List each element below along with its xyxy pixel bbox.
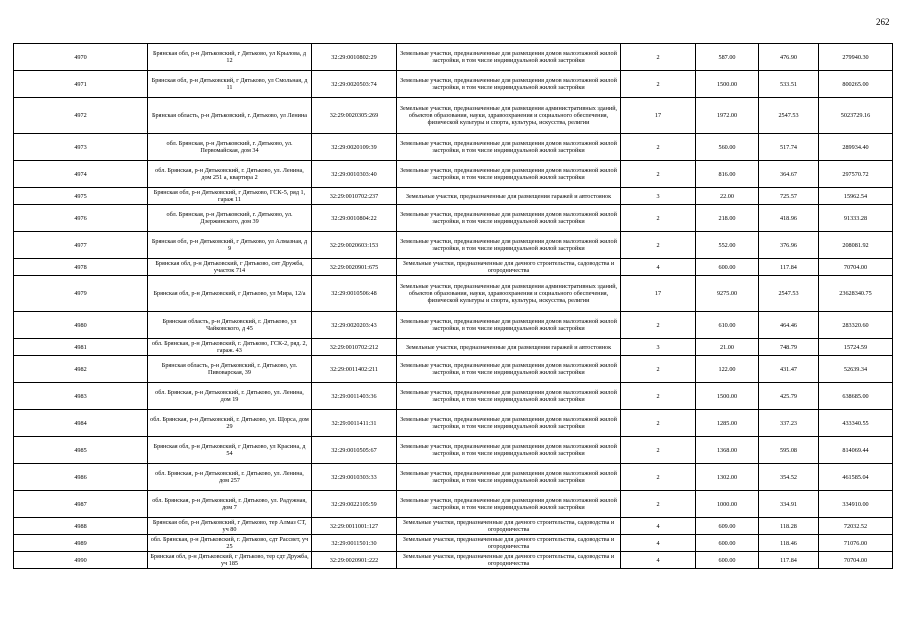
address-cell: Брянская обл, р-н Дятьковский, г Дятьково, ул Крылова, д 12 bbox=[148, 44, 312, 71]
use-group-cell: 2 bbox=[621, 134, 696, 161]
row-number: 4981 bbox=[14, 339, 148, 356]
unit-cost-cell: 118.28 bbox=[759, 518, 819, 535]
cadastral-value-cell: 638685.00 bbox=[819, 383, 893, 410]
row-number: 4977 bbox=[14, 232, 148, 259]
table-row bbox=[14, 98, 893, 134]
table-row bbox=[14, 161, 893, 188]
cadastral-value-cell: 433340.55 bbox=[819, 410, 893, 437]
land-use-cell: Земельные участки, предназначенные для размещения гаражей и автостоянок bbox=[397, 188, 621, 205]
address-cell: обл. Брянская, р-н Дятьковский, г. Дятьково, ул. Дзержинского, дом 39 bbox=[148, 205, 312, 232]
use-group-cell: 2 bbox=[621, 437, 696, 464]
cadastral-number-cell: 32:29:0010702:237 bbox=[312, 188, 397, 205]
address-cell: обл. Брянская, р-н Дятьковский, г. Дятьково, ул. Щорса, дом 29 bbox=[148, 410, 312, 437]
land-use-cell: Земельные участки, предназначенные для размещения домов малоэтажной жилой застройки, в том числе индивидуальной жилой застройки bbox=[397, 71, 621, 98]
unit-cost-cell: 431.47 bbox=[759, 356, 819, 383]
cadastral-number-cell: 32:29:0010506:48 bbox=[312, 276, 397, 312]
address-cell: Брянская обл, р-н Дятьковский, г Дятьково, ул Смольная, д 11 bbox=[148, 71, 312, 98]
address-cell: обл. Брянская, р-н Дятьковский, г. Дятьково, ул. Ленина, дом 251 а, квартира 2 bbox=[148, 161, 312, 188]
area-cell: 21.00 bbox=[696, 339, 759, 356]
use-group-cell: 17 bbox=[621, 98, 696, 134]
use-group-cell: 4 bbox=[621, 518, 696, 535]
row-number: 4974 bbox=[14, 161, 148, 188]
row-number: 4973 bbox=[14, 134, 148, 161]
unit-cost-cell: 334.91 bbox=[759, 491, 819, 518]
land-use-cell: Земельные участки, предназначенные для размещения административных зданий, объектов образования, науки, здравоохранения и социального обеспечения, физической культуры и спорта, культуры, искусства, религии bbox=[397, 98, 621, 134]
address-cell: обл. Брянская, р-н Дятьковский, г. Дятьково, сдт Рассвет, уч 25 bbox=[148, 535, 312, 552]
cadastral-value-cell: 283320.60 bbox=[819, 312, 893, 339]
address-cell: Брянская область, р-н Дятьковский, г. Дятьково, ул. Пивоварская, 39 bbox=[148, 356, 312, 383]
area-cell: 600.00 bbox=[696, 259, 759, 276]
row-number: 4976 bbox=[14, 205, 148, 232]
cadastral-number-cell: 32:29:0020901:222 bbox=[312, 552, 397, 569]
area-cell: 1500.00 bbox=[696, 383, 759, 410]
unit-cost-cell: 725.57 bbox=[759, 188, 819, 205]
cadastral-value-cell: 52639.34 bbox=[819, 356, 893, 383]
land-use-cell: Земельные участки, предназначенные для размещения домов малоэтажной жилой застройки, в том числе индивидуальной жилой застройки bbox=[397, 437, 621, 464]
address-cell: Брянская обл, р-н Дятьковский, г Дятьково, ГСК-5, ряд 1, гараж 11 bbox=[148, 188, 312, 205]
land-use-cell: Земельные участки, предназначенные для размещения домов малоэтажной жилой застройки, в том числе индивидуальной жилой застройки bbox=[397, 410, 621, 437]
unit-cost-cell: 117.84 bbox=[759, 259, 819, 276]
row-number: 4985 bbox=[14, 437, 148, 464]
land-use-cell: Земельные участки, предназначенные для размещения домов малоэтажной жилой застройки, в том числе индивидуальной жилой застройки bbox=[397, 491, 621, 518]
cadastral-value-cell: 334910.00 bbox=[819, 491, 893, 518]
table-row bbox=[14, 383, 893, 410]
page-number: 262 bbox=[876, 17, 890, 27]
row-number: 4975 bbox=[14, 188, 148, 205]
row-number: 4978 bbox=[14, 259, 148, 276]
use-group-cell: 2 bbox=[621, 383, 696, 410]
table-row bbox=[14, 339, 893, 356]
cadastral-number-cell: 32:29:0020503:74 bbox=[312, 71, 397, 98]
cadastral-value-cell: 5023729.16 bbox=[819, 98, 893, 134]
row-number: 4983 bbox=[14, 383, 148, 410]
cadastral-number-cell: 32:29:0010505:67 bbox=[312, 437, 397, 464]
address-cell: Брянская обл, р-н Дятьковский, г Дятьково, ул Алмазная, д 9 bbox=[148, 232, 312, 259]
area-cell: 1500.00 bbox=[696, 71, 759, 98]
row-number: 4990 bbox=[14, 552, 148, 569]
area-cell: 600.00 bbox=[696, 552, 759, 569]
table-row bbox=[14, 491, 893, 518]
row-number: 4982 bbox=[14, 356, 148, 383]
unit-cost-cell: 517.74 bbox=[759, 134, 819, 161]
address-cell: Брянская область, р-н Дятьковский, г. Дятьково, ул Чайковского, д 45 bbox=[148, 312, 312, 339]
unit-cost-cell: 748.79 bbox=[759, 339, 819, 356]
cadastral-value-cell: 70704.00 bbox=[819, 259, 893, 276]
land-use-cell: Земельные участки, предназначенные для дачного строительства, садоводства и огородничества bbox=[397, 259, 621, 276]
cadastral-value-cell: 72032.52 bbox=[819, 518, 893, 535]
cadastral-number-cell: 32:29:0011403:36 bbox=[312, 383, 397, 410]
use-group-cell: 2 bbox=[621, 205, 696, 232]
cadastral-number-cell: 32:29:0010303:33 bbox=[312, 464, 397, 491]
cadastral-value-cell: 800265.00 bbox=[819, 71, 893, 98]
cadastral-number-cell: 32:29:0010303:40 bbox=[312, 161, 397, 188]
table-row bbox=[14, 356, 893, 383]
cadastral-number-cell: 32:29:0022105:59 bbox=[312, 491, 397, 518]
area-cell: 816.00 bbox=[696, 161, 759, 188]
table-row bbox=[14, 437, 893, 464]
land-use-cell: Земельные участки, предназначенные для размещения домов малоэтажной жилой застройки, в том числе индивидуальной жилой застройки bbox=[397, 44, 621, 71]
use-group-cell: 2 bbox=[621, 312, 696, 339]
table-row bbox=[14, 276, 893, 312]
cadastral-number-cell: 32:29:0020109:39 bbox=[312, 134, 397, 161]
use-group-cell: 2 bbox=[621, 44, 696, 71]
cadastral-value-cell: 208081.92 bbox=[819, 232, 893, 259]
area-cell: 1285.00 bbox=[696, 410, 759, 437]
cadastral-value-cell: 15962.54 bbox=[819, 188, 893, 205]
unit-cost-cell: 476.90 bbox=[759, 44, 819, 71]
land-use-cell: Земельные участки, предназначенные для размещения домов малоэтажной жилой застройки, в том числе индивидуальной жилой застройки bbox=[397, 312, 621, 339]
address-cell: Брянская обл, р-н Дятьковский, г Дятьково, снт Дружба, участок 714 bbox=[148, 259, 312, 276]
use-group-cell: 2 bbox=[621, 356, 696, 383]
address-cell: Брянская обл, р-н Дятьковский, г Дятьково, ул Красина, д 54 bbox=[148, 437, 312, 464]
use-group-cell: 4 bbox=[621, 552, 696, 569]
row-number: 4986 bbox=[14, 464, 148, 491]
use-group-cell: 2 bbox=[621, 232, 696, 259]
cadastral-number-cell: 32:29:0010804:22 bbox=[312, 205, 397, 232]
table-row bbox=[14, 205, 893, 232]
address-cell: Брянская обл, р-н Дятьковский, г Дятьково, ул Мира, 12/а bbox=[148, 276, 312, 312]
table-row bbox=[14, 134, 893, 161]
area-cell: 1302.00 bbox=[696, 464, 759, 491]
address-cell: обл. Брянская, р-н Дятьковский, г. Дятьково, ул. Ленина, дом 257 bbox=[148, 464, 312, 491]
unit-cost-cell: 418.96 bbox=[759, 205, 819, 232]
land-use-cell: Земельные участки, предназначенные для размещения домов малоэтажной жилой застройки, в том числе индивидуальной жилой застройки bbox=[397, 356, 621, 383]
area-cell: 1972.00 bbox=[696, 98, 759, 134]
land-use-cell: Земельные участки, предназначенные для размещения домов малоэтажной жилой застройки, в том числе индивидуальной жилой застройки bbox=[397, 205, 621, 232]
row-number: 4979 bbox=[14, 276, 148, 312]
unit-cost-cell: 337.23 bbox=[759, 410, 819, 437]
table-row bbox=[14, 518, 893, 535]
address-cell: обл. Брянская, р-н Дятьковский, г. Дятьково, ул. Радужная, дом 7 bbox=[148, 491, 312, 518]
cadastral-number-cell: 32:29:0011501:30 bbox=[312, 535, 397, 552]
land-use-cell: Земельные участки, предназначенные для дачного строительства, садоводства и огородничества bbox=[397, 518, 621, 535]
area-cell: 1000.00 bbox=[696, 491, 759, 518]
use-group-cell: 2 bbox=[621, 410, 696, 437]
table-row bbox=[14, 71, 893, 98]
area-cell: 22.00 bbox=[696, 188, 759, 205]
area-cell: 587.00 bbox=[696, 44, 759, 71]
unit-cost-cell: 595.08 bbox=[759, 437, 819, 464]
area-cell: 609.00 bbox=[696, 518, 759, 535]
table-row bbox=[14, 535, 893, 552]
address-cell: обл. Брянская, р-н Дятьковский, г. Дятьково, ул. Ленина, дом 19 bbox=[148, 383, 312, 410]
address-cell: Брянская обл, р-н Дятьковский, г Дятьково, тер сдт Дружба, уч 185 bbox=[148, 552, 312, 569]
cadastral-value-cell: 461585.04 bbox=[819, 464, 893, 491]
address-cell: Брянская обл, р-н Дятьковский, г Дятьково, тер Алмаз СТ, уч 80 bbox=[148, 518, 312, 535]
land-use-cell: Земельные участки, предназначенные для дачного строительства, садоводства и огородничества bbox=[397, 535, 621, 552]
row-number: 4971 bbox=[14, 71, 148, 98]
land-use-cell: Земельные участки, предназначенные для размещения домов малоэтажной жилой застройки, в том числе индивидуальной жилой застройки bbox=[397, 161, 621, 188]
cadastral-value-cell: 279940.30 bbox=[819, 44, 893, 71]
row-number: 4989 bbox=[14, 535, 148, 552]
unit-cost-cell: 533.51 bbox=[759, 71, 819, 98]
area-cell: 552.00 bbox=[696, 232, 759, 259]
row-number: 4970 bbox=[14, 44, 148, 71]
use-group-cell: 2 bbox=[621, 491, 696, 518]
table-row bbox=[14, 232, 893, 259]
unit-cost-cell: 118.46 bbox=[759, 535, 819, 552]
area-cell: 560.00 bbox=[696, 134, 759, 161]
use-group-cell: 3 bbox=[621, 188, 696, 205]
cadastral-number-cell: 32:29:0010802:29 bbox=[312, 44, 397, 71]
address-cell: обл. Брянская, р-н Дятьковский, г. Дятьково, ГСК-2, ряд. 2, гараж. 43 bbox=[148, 339, 312, 356]
use-group-cell: 2 bbox=[621, 161, 696, 188]
cadastral-value-cell: 814069.44 bbox=[819, 437, 893, 464]
area-cell: 218.00 bbox=[696, 205, 759, 232]
area-cell: 9275.00 bbox=[696, 276, 759, 312]
table-row bbox=[14, 259, 893, 276]
unit-cost-cell: 376.96 bbox=[759, 232, 819, 259]
area-cell: 610.00 bbox=[696, 312, 759, 339]
table-body bbox=[14, 44, 893, 569]
table-row bbox=[14, 44, 893, 71]
unit-cost-cell: 354.52 bbox=[759, 464, 819, 491]
land-use-cell: Земельные участки, предназначенные для размещения домов малоэтажной жилой застройки, в том числе индивидуальной жилой застройки bbox=[397, 134, 621, 161]
use-group-cell: 2 bbox=[621, 464, 696, 491]
cadastral-number-cell: 32:29:0011402:211 bbox=[312, 356, 397, 383]
cadastral-value-cell: 289934.40 bbox=[819, 134, 893, 161]
address-cell: обл. Брянская, р-н Дятьковский, г. Дятьково, ул. Первомайская, дом 34 bbox=[148, 134, 312, 161]
land-use-cell: Земельные участки, предназначенные для размещения домов малоэтажной жилой застройки, в том числе индивидуальной жилой застройки bbox=[397, 232, 621, 259]
land-use-cell: Земельные участки, предназначенные для размещения гаражей и автостоянок bbox=[397, 339, 621, 356]
table-row bbox=[14, 552, 893, 569]
area-cell: 122.00 bbox=[696, 356, 759, 383]
land-use-cell: Земельные участки, предназначенные для размещения домов малоэтажной жилой застройки, в том числе индивидуальной жилой застройки bbox=[397, 464, 621, 491]
unit-cost-cell: 2547.53 bbox=[759, 276, 819, 312]
use-group-cell: 17 bbox=[621, 276, 696, 312]
row-number: 4987 bbox=[14, 491, 148, 518]
unit-cost-cell: 464.46 bbox=[759, 312, 819, 339]
use-group-cell: 2 bbox=[621, 71, 696, 98]
cadastral-value-cell: 70704.00 bbox=[819, 552, 893, 569]
cadastral-number-cell: 32:29:0020305:269 bbox=[312, 98, 397, 134]
unit-cost-cell: 117.84 bbox=[759, 552, 819, 569]
table-row bbox=[14, 312, 893, 339]
cadastral-value-cell: 15724.59 bbox=[819, 339, 893, 356]
cadastral-value-cell: 23628340.75 bbox=[819, 276, 893, 312]
land-use-cell: Земельные участки, предназначенные для размещения домов малоэтажной жилой застройки, в том числе индивидуальной жилой застройки bbox=[397, 383, 621, 410]
cadastral-number-cell: 32:29:0011001:127 bbox=[312, 518, 397, 535]
unit-cost-cell: 425.79 bbox=[759, 383, 819, 410]
row-number: 4972 bbox=[14, 98, 148, 134]
cadastral-number-cell: 32:29:0020603:153 bbox=[312, 232, 397, 259]
row-number: 4980 bbox=[14, 312, 148, 339]
cadastral-number-cell: 32:29:0020203:43 bbox=[312, 312, 397, 339]
table-row bbox=[14, 188, 893, 205]
cadastral-value-cell: 297570.72 bbox=[819, 161, 893, 188]
area-cell: 600.00 bbox=[696, 535, 759, 552]
unit-cost-cell: 364.67 bbox=[759, 161, 819, 188]
cadastral-number-cell: 32:29:0010702:212 bbox=[312, 339, 397, 356]
table-row bbox=[14, 464, 893, 491]
area-cell: 1368.00 bbox=[696, 437, 759, 464]
cadastral-number-cell: 32:29:0011411:31 bbox=[312, 410, 397, 437]
table-row bbox=[14, 410, 893, 437]
row-number: 4988 bbox=[14, 518, 148, 535]
cadastral-number-cell: 32:29:0020901:675 bbox=[312, 259, 397, 276]
cadastral-value-cell: 91333.28 bbox=[819, 205, 893, 232]
use-group-cell: 3 bbox=[621, 339, 696, 356]
cadastral-value-table bbox=[13, 43, 893, 569]
address-cell: Брянская область, р-н Дятьковский, г. Дятьково, ул Ленина bbox=[148, 98, 312, 134]
use-group-cell: 4 bbox=[621, 535, 696, 552]
land-use-cell: Земельные участки, предназначенные для размещения административных зданий, объектов образования, науки, здравоохранения и социального обеспечения, физической культуры и спорта, культуры, искусства, религии bbox=[397, 276, 621, 312]
row-number: 4984 bbox=[14, 410, 148, 437]
land-use-cell: Земельные участки, предназначенные для дачного строительства, садоводства и огородничества bbox=[397, 552, 621, 569]
unit-cost-cell: 2547.53 bbox=[759, 98, 819, 134]
cadastral-value-cell: 71076.00 bbox=[819, 535, 893, 552]
use-group-cell: 4 bbox=[621, 259, 696, 276]
